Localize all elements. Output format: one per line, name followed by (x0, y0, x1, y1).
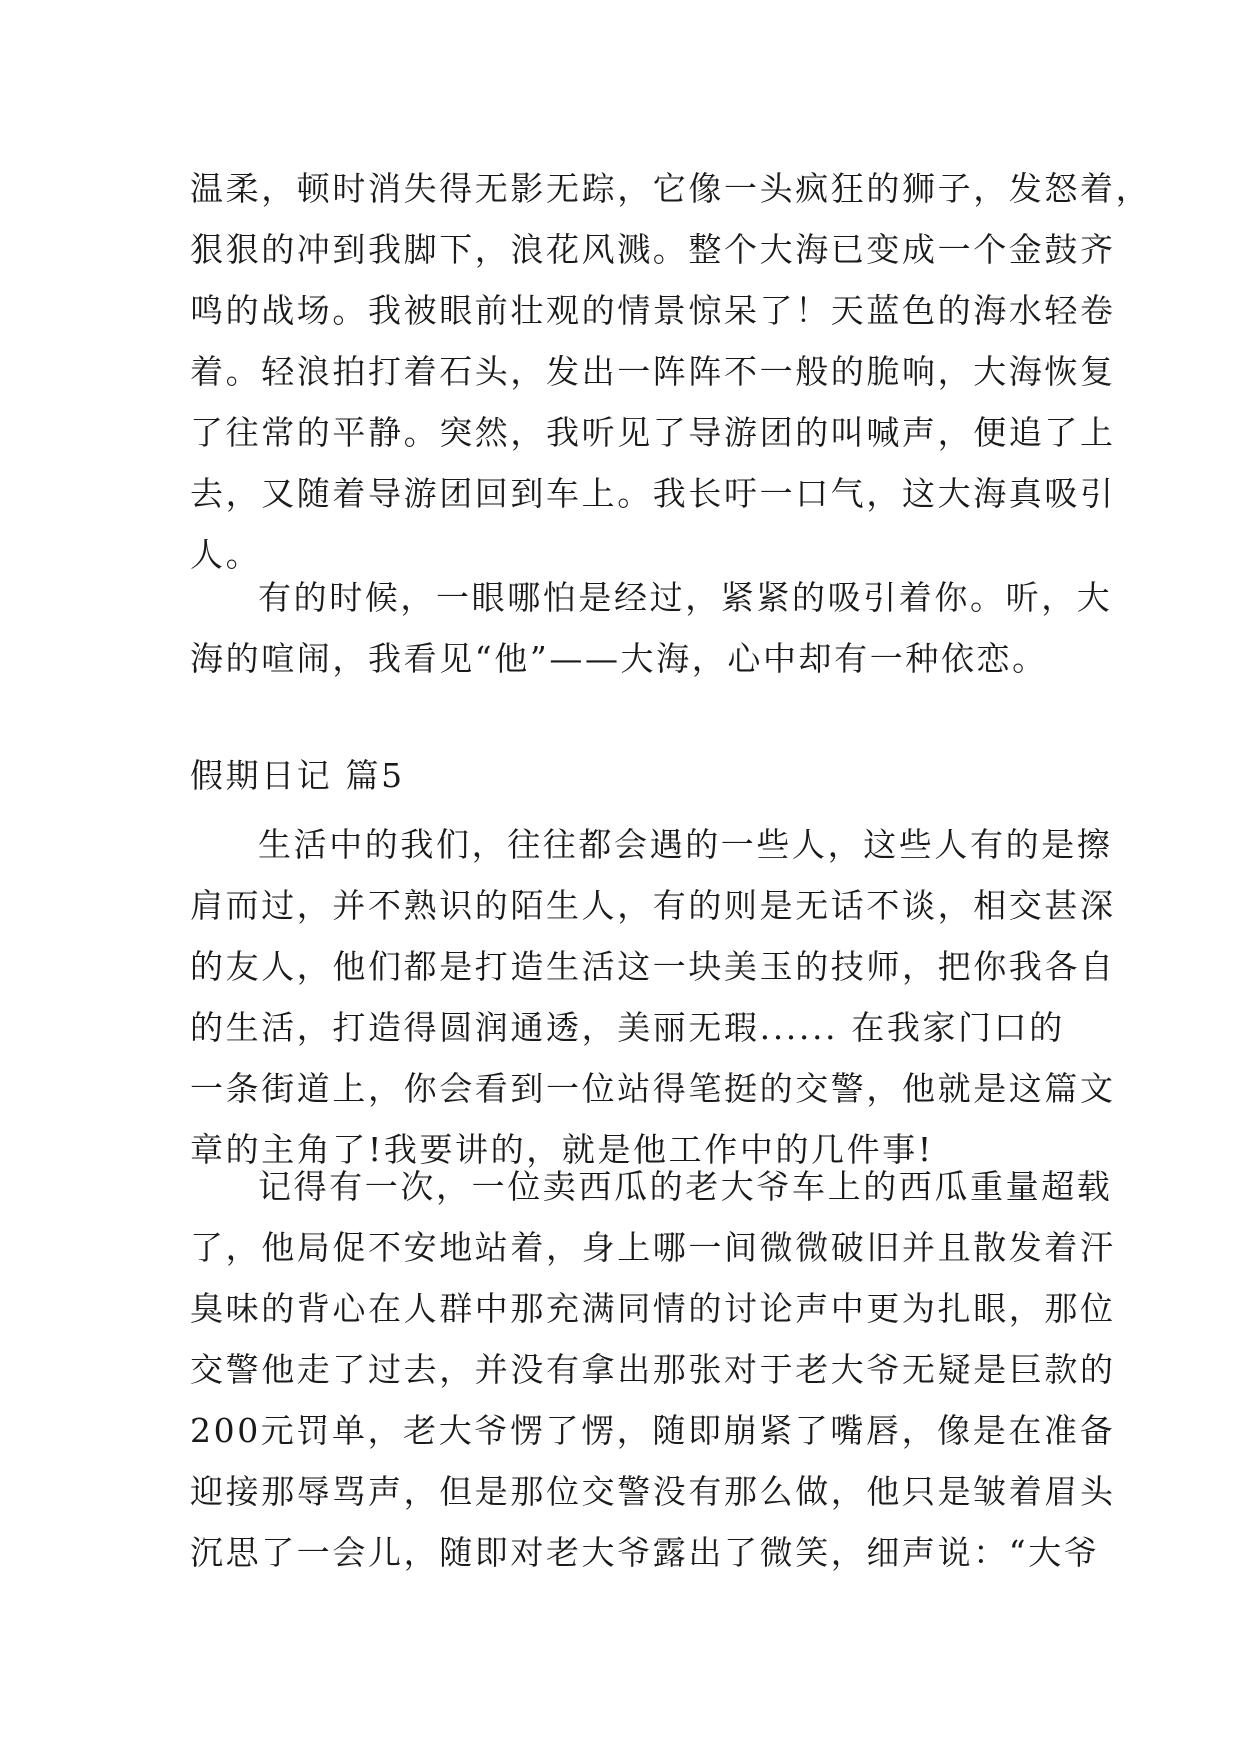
text-line-indented: 有的时候，一眼哪怕是经过，紧紧的吸引着你。听，大 (258, 578, 1113, 617)
text-line: 臭味的背心在人群中那充满同情的讨论声中更为扎眼，那位 (190, 1289, 1116, 1328)
text-line: 温柔，顿时消失得无影无踪，它像一头疯狂的狮子，发怒着， (190, 169, 1152, 208)
section-heading: 假期日记 篇5 (190, 756, 405, 795)
text-line: 肩而过，并不熟识的陌生人，有的则是无话不谈，相交甚深 (190, 886, 1116, 925)
text-line: 沉思了一会儿，随即对老大爷露出了微笑，细声说：“大爷 (190, 1533, 1100, 1572)
text-line-indented: 记得有一次，一位卖西瓜的老大爷车上的西瓜重量超载 (258, 1167, 1113, 1206)
text-line: 去，又随着导游团回到车上。我长吁一口气，这大海真吸引 (190, 474, 1116, 513)
text-line: 了往常的平静。突然，我听见了导游团的叫喊声，便追了上 (190, 413, 1116, 452)
text-line: 章的主角了!我要讲的，就是他工作中的几件事! (190, 1130, 934, 1169)
paragraph-continued (190, 158, 1151, 585)
text-line: 海的喧闹，我看见“他”——大海，心中却有一种依恋。 (190, 639, 1048, 678)
text-line: 一条街道上，你会看到一位站得笔挺的交警，他就是这篇文 (190, 1069, 1116, 1108)
text-line-indented: 生活中的我们，往往都会遇的一些人，这些人有的是擦 (258, 825, 1113, 864)
text-line: 着。轻浪拍打着石头，发出一阵阵不一般的脆响，大海恢复 (190, 352, 1116, 391)
text-line: 狠狠的冲到我脚下，浪花风溅。整个大海已变成一个金鼓齐 (190, 230, 1116, 269)
text-line: 的友人，他们都是打造生活这一块美玉的技师，把你我各自 (190, 947, 1116, 986)
text-line: 人。 (190, 535, 262, 574)
text-line: 了，他局促不安地站着，身上哪一间微微破旧并且散发着汗 (190, 1228, 1116, 1267)
text-line: 迎接那辱骂声，但是那位交警没有那么做，他只是皱着眉头 (190, 1472, 1116, 1511)
paragraph-2 (190, 567, 1112, 689)
paragraph-4 (190, 1156, 1116, 1583)
text-line: 交警他走了过去，并没有拿出那张对于老大爷无疑是巨款的 (190, 1350, 1116, 1389)
text-line: 200元罚单，老大爷愣了愣，随即崩紧了嘴唇，像是在准备 (190, 1411, 1116, 1450)
text-line: 鸣的战场。我被眼前壮观的情景惊呆了！天蓝色的海水轻卷 (190, 291, 1116, 330)
paragraph-3 (190, 814, 1116, 1180)
text-line: 的生活，打造得圆润通透，美丽无瑕...... 在我家门口的 (190, 1008, 1065, 1047)
